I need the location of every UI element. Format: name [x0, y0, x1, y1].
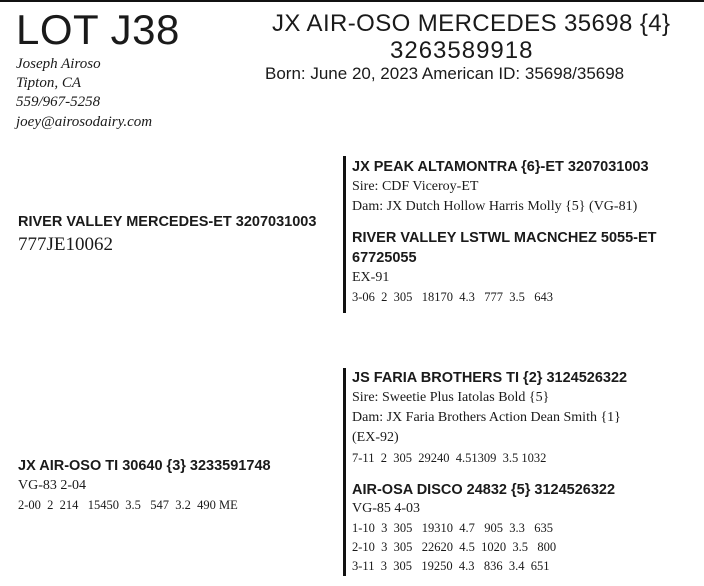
dam-name: JX AIR-OSO TI 30640 {3} 3233591748	[18, 458, 271, 474]
dam-sire-record: 7-11 2 305 29240 4.51309 3.5 1032	[352, 451, 547, 465]
sire-dam-name-line1: RIVER VALLEY LSTWL MACNCHEZ 5055-ET	[352, 230, 657, 246]
owner-city: Tipton, CA	[16, 75, 82, 92]
dam-dam-score: VG-85 4-03	[352, 501, 421, 516]
dam-sire-dam-line2: (EX-92)	[352, 430, 399, 445]
animal-name: JX AIR-OSO MERCEDES 35698 {4}	[272, 10, 671, 37]
dam-dam-record-2: 2-10 3 305 22620 4.5 1020 3.5 800	[352, 540, 557, 554]
sire-dam-score: EX-91	[352, 270, 390, 285]
dam-record: 2-00 2 214 15450 3.5 547 3.2 490 ME	[18, 498, 238, 512]
dam-bracket	[343, 368, 346, 576]
animal-born-line: Born: June 20, 2023 American ID: 35698/35698	[265, 64, 625, 83]
sire-sire-dam: Dam: JX Dutch Hollow Harris Molly {5} (VG-81)	[352, 199, 638, 214]
owner-phone: 559/967-5258	[16, 94, 101, 111]
owner-email: joey@airosodairy.com	[16, 113, 153, 130]
sire-sire-sire: Sire: CDF Viceroy-ET	[352, 179, 479, 194]
sire-dam-record: 3-06 2 305 18170 4.3 777 3.5 643	[352, 290, 554, 304]
sire-bracket	[343, 156, 346, 313]
sire-sire-name: JX PEAK ALTAMONTRA {6}-ET 3207031003	[352, 159, 649, 175]
dam-sire-dam-line1: Dam: JX Faria Brothers Action Dean Smith {1}	[352, 410, 621, 425]
owner-name: Joseph Airoso	[16, 56, 101, 72]
dam-score: VG-83 2-04	[18, 478, 87, 493]
dam-dam-name: AIR-OSA DISCO 24832 {5} 3124526322	[352, 482, 616, 498]
sire-name: RIVER VALLEY MERCEDES-ET 3207031003	[18, 214, 317, 230]
animal-registration: 3263589918	[390, 37, 534, 64]
dam-dam-record-3: 3-11 3 305 19250 4.3 836 3.4 651	[352, 559, 550, 573]
sire-dam-name-line2: 67725055	[352, 250, 417, 266]
lot-number: LOT J38	[16, 6, 180, 53]
dam-sire-name: JS FARIA BROTHERS TI {2} 3124526322	[352, 370, 628, 386]
dam-sire-sire: Sire: Sweetie Plus Iatolas Bold {5}	[352, 390, 550, 405]
dam-dam-record-1: 1-10 3 305 19310 4.7 905 3.3 635	[352, 521, 554, 535]
owner-block	[16, 55, 152, 132]
top-rule	[0, 0, 704, 2]
sire-code: 777JE10062	[18, 234, 113, 255]
